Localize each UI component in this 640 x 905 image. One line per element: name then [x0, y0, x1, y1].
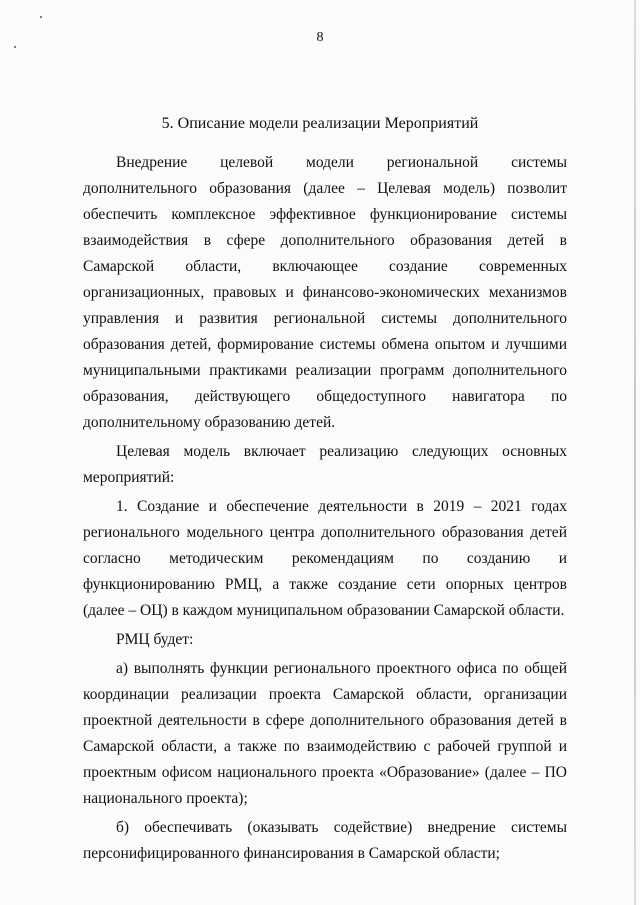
scan-speck [14, 46, 16, 48]
paragraph-intro: Внедрение целевой модели региональной системы дополнительного образования (далее – Целевая модель) позволит обеспечить комплексное эффективное функционирование системы взаимодействия в сфере дополнительного образования детей в Самарской области, включающее создание современных организационных, правовых и финансово-экономических механизмов управления и развития региональной системы дополнительного образования детей, формирование системы обмена опытом и лучшими муниципальными практиками реализации программ дополнительного образования, действующего общедоступного навигатора по дополнительному образованию детей. [83, 154, 567, 431]
paragraph-item-b: б) обеспечивать (оказывать содействие) внедрение системы персонифицированного финансирования в Самарской области; [83, 819, 567, 862]
scan-speck [40, 16, 42, 18]
section-title: 5. Описание модели реализации Мероприятий [161, 115, 479, 132]
body-text [83, 150, 567, 867]
paragraph-model-includes: Целевая модель включает реализацию следующих основных мероприятий: [83, 443, 567, 486]
scan-edge [634, 0, 636, 905]
paragraph-item-1: 1. Создание и обеспечение деятельности в 2019 – 2021 годах регионального модельного центра дополнительного образования детей согласно методическим рекомендациям по созданию и функционированию РМЦ, а также создание сети опорных центров (далее – ОЦ) в каждом муниципальном образовании Самарской области. [83, 498, 567, 619]
paragraph-rmc-will: РМЦ будет: [116, 631, 194, 648]
paragraph-item-a: а) выполнять функции регионального проектного офиса по общей координации реализации проекта Самарской области, организации проектной деятельности в сфере дополнительного образования детей в Самарской области, а также по взаимодействию с рабочей группой и проектным офисом национального проекта «Образование» (далее – ПО национального проекта); [83, 660, 567, 807]
page-number: 8 [316, 30, 324, 45]
